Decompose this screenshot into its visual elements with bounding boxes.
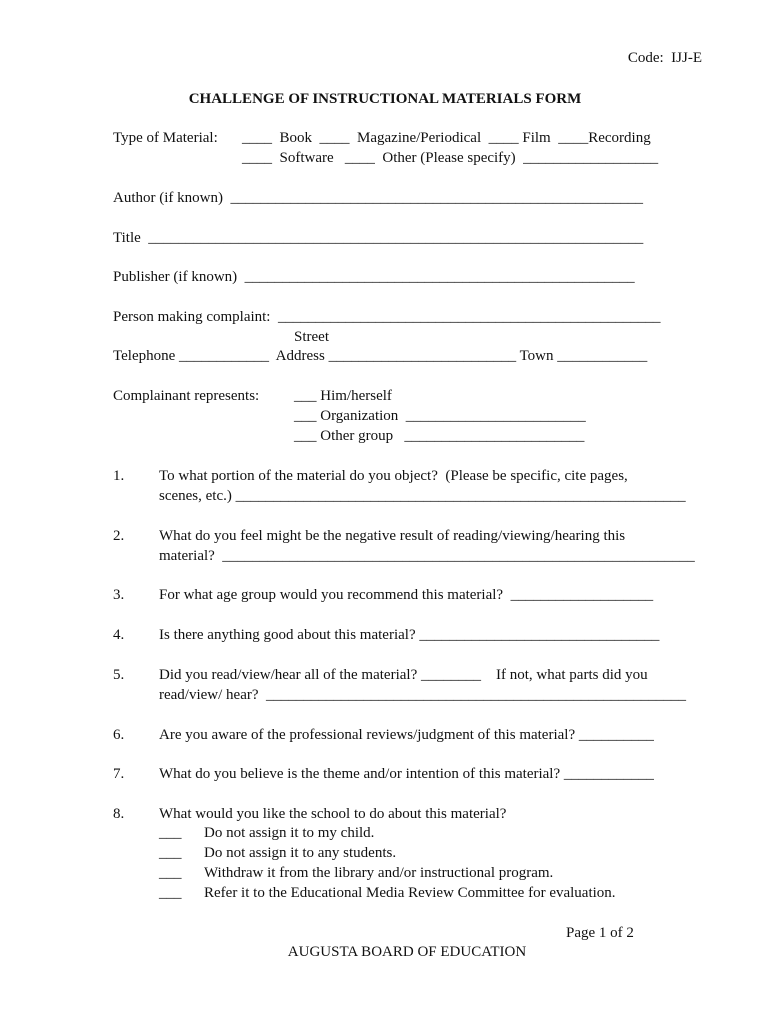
q8-option-4-text: Refer it to the Educational Media Review Committee for evaluation. xyxy=(204,885,616,901)
form-code: Code: IJJ-E xyxy=(627,50,702,66)
represents-option-self[interactable]: ___ Him/herself xyxy=(294,388,392,404)
question-1-number: 1. xyxy=(113,468,125,484)
question-2-number: 2. xyxy=(113,528,125,544)
q8-option-1-blank[interactable]: ___ xyxy=(159,825,182,841)
question-6-number: 6. xyxy=(113,727,125,743)
represents-option-other[interactable]: ___ Other group ________________________ xyxy=(294,428,585,444)
q8-option-3-blank[interactable]: ___ xyxy=(159,865,182,881)
question-7-number: 7. xyxy=(113,766,125,782)
telephone-address-town-field[interactable]: Telephone ____________ Address _________________________ Town ____________ xyxy=(113,348,648,364)
question-1-answer[interactable]: scenes, etc.) ____________________________________________________________ xyxy=(159,488,686,504)
publisher-field[interactable]: Publisher (if known) ____________________________________________________ xyxy=(113,269,635,285)
represents-option-organization[interactable]: ___ Organization ________________________ xyxy=(294,408,586,424)
question-2-text: What do you feel might be the negative result of reading/viewing/hearing this xyxy=(159,528,626,544)
question-4-number: 4. xyxy=(113,627,125,643)
street-label: Street xyxy=(294,329,329,345)
author-field[interactable]: Author (if known) _______________________________________________________ xyxy=(113,190,643,206)
page-number: Page 1 of 2 xyxy=(566,925,634,941)
question-5-answer[interactable]: read/view/ hear? ________________________________________________________ xyxy=(159,687,687,703)
question-3-text[interactable]: For what age group would you recommend this material? ___________________ xyxy=(159,587,654,603)
question-8-text: What would you like the school to do about this material? xyxy=(159,806,507,822)
q8-option-2-text: Do not assign it to any students. xyxy=(204,845,397,861)
material-type-label: Type of Material: xyxy=(113,130,218,146)
question-6-text[interactable]: Are you aware of the professional reviews/judgment of this material? __________ xyxy=(159,727,654,743)
q8-option-1-text: Do not assign it to my child. xyxy=(204,825,375,841)
q8-option-2-blank[interactable]: ___ xyxy=(159,845,182,861)
title-field[interactable]: Title __________________________________________________________________ xyxy=(113,230,644,246)
board-name: AUGUSTA BOARD OF EDUCATION xyxy=(287,944,527,960)
question-2-answer[interactable]: material? _______________________________________________________________ xyxy=(159,548,695,564)
question-7-text[interactable]: What do you believe is the theme and/or intention of this material? ____________ xyxy=(159,766,654,782)
question-8-number: 8. xyxy=(113,806,125,822)
material-type-row-2[interactable]: ____ Software ____ Other (Please specify) __________________ xyxy=(242,150,659,166)
represents-label: Complainant represents: xyxy=(113,388,260,404)
material-type-row-1[interactable]: ____ Book ____ Magazine/Periodical ____ Film ____Recording xyxy=(242,130,651,146)
question-3-number: 3. xyxy=(113,587,125,603)
question-4-text[interactable]: Is there anything good about this material? ________________________________ xyxy=(159,627,660,643)
form-title: CHALLENGE OF INSTRUCTIONAL MATERIALS FORM xyxy=(188,91,582,107)
question-5-number: 5. xyxy=(113,667,125,683)
question-5-text[interactable]: Did you read/view/hear all of the material? ________ If not, what parts did you xyxy=(159,667,648,683)
person-field[interactable]: Person making complaint: ___________________________________________________ xyxy=(113,309,661,325)
question-1-text: To what portion of the material do you object? (Please be specific, cite pages, xyxy=(159,468,628,484)
q8-option-3-text: Withdraw it from the library and/or instructional program. xyxy=(204,865,554,881)
q8-option-4-blank[interactable]: ___ xyxy=(159,885,182,901)
